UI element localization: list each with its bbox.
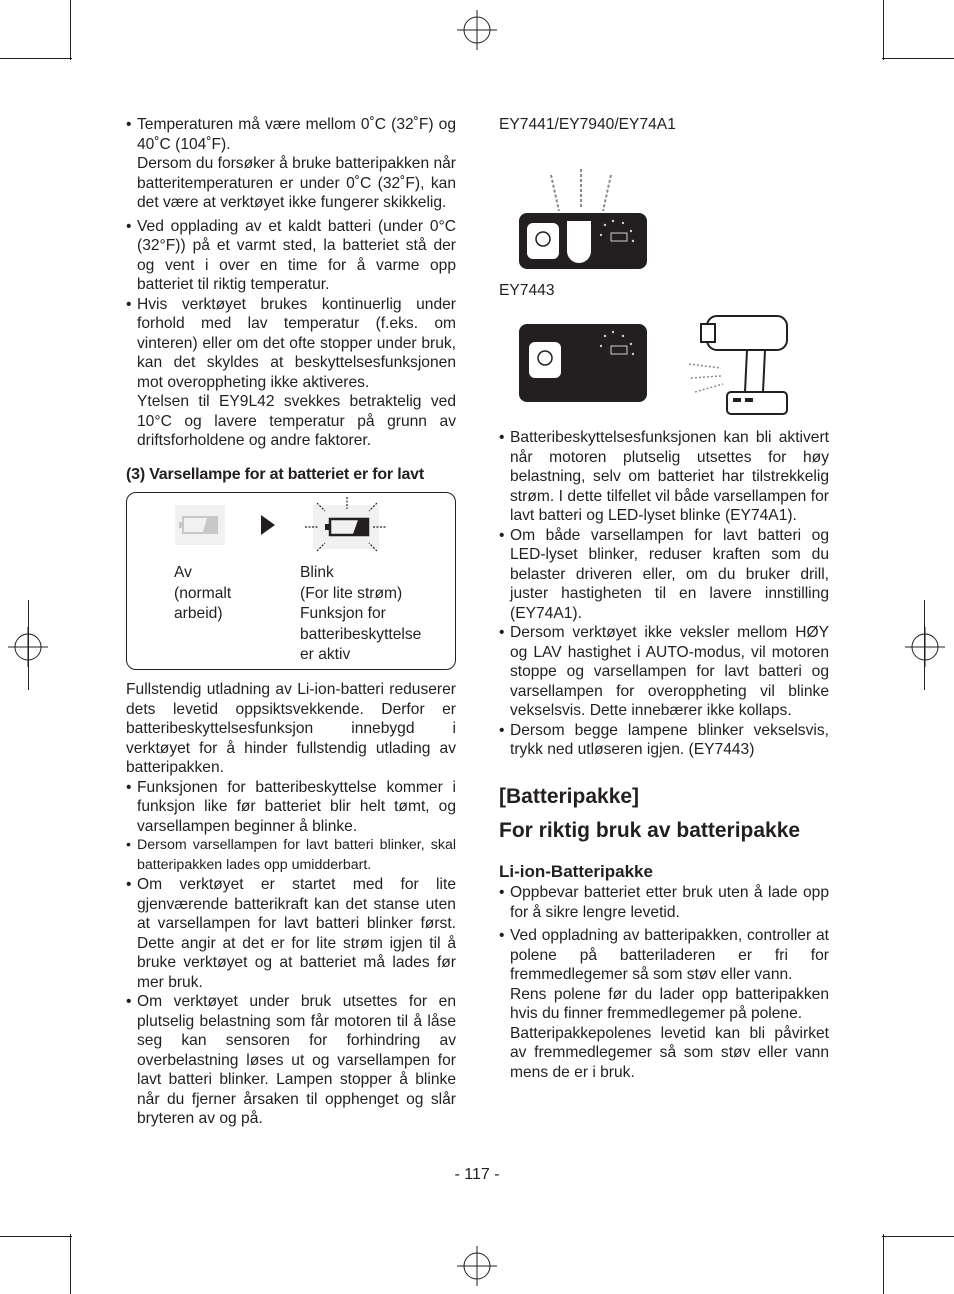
registration-target-icon <box>457 10 497 50</box>
subheading: Li-ion-Batteripakke <box>499 861 653 881</box>
list-item: • Dersom varsellampen for lavt batteri blinker, skal batteripakken lades opp umidderbart. <box>126 836 456 875</box>
section-heading: [Batteripakke] <box>499 784 640 808</box>
registration-target-icon <box>8 627 48 667</box>
section-heading: For riktig bruk av batteripakke <box>499 818 801 842</box>
list-item: • Ved oppladning av batteripakken, controller at polene på batteriladeren er fri for fremmedlegemer så som støv eller vann. Rens polene før du lader opp batteripakken hvis du finner fremmedlegemer på polene. Batteripakkepolenes levetid kan bli påvirket av fremmedlegemer så som støv eller vann mens de er i bruk. <box>499 926 829 1082</box>
crop-mark <box>882 1236 954 1237</box>
control-panel-2-icon <box>519 324 649 404</box>
registration-target-icon <box>457 1246 497 1286</box>
page-number: - 117 - <box>454 1166 500 1183</box>
left-column <box>126 115 456 1129</box>
right-column <box>499 115 829 1082</box>
label-blink: Blink (For lite strøm) Funksjon for batteribeskyttelse er aktiv <box>300 564 422 663</box>
list-item: • Om både varsellampen for lavt batteri og LED-lyset blinker, reduser kraften som du belaster driveren eller, om du bruker drill, juster hastigheten til en lavere innstilling (EY74A1). <box>499 526 829 624</box>
list-item: • Temperaturen må være mellom 0˚C (32˚F) og 40˚C (104˚F). Dersom du forsøker å bruke batteripakken når batteritemperaturen er under 0˚C (32˚F), kan det være at verktøyet ikke fungerer skikkelig. <box>126 115 456 213</box>
list-item: • Batteribeskyttelsesfunksjonen kan bli aktivert når motoren plutselig utsettes for høy belastning, selv om batteriet har tilstrekkelig strøm. I dette tilfellet vil både varsellampen for lavt batteri og LED-lyset blinke (EY74A1). <box>499 428 829 526</box>
list-item: • Dersom verktøyet ikke veksler mellom HØY og LAV hastighet i AUTO-modus, vil motoren stoppe og varsellampen for lavt batteri og varsellampen for overoppheting vil blinke vekselsvis. Dette innebærer ikke kollaps. <box>499 623 829 721</box>
list-item: • Hvis verktøyet brukes kontinuerlig under forhold med lav temperatur (f.eks. om vinteren) eller om det ofte stopper under bruk, kan det skyldes at beskyttelsesfunksjonen mot overoppheting ikke aktiveres. Ytelsen til EY9L42 svekkes betraktelig ved 10°C og lavere temperatur på grunn av driftsforholdene og andre faktorer. <box>126 295 456 451</box>
registration-target-icon <box>905 627 945 667</box>
list-item: • Oppbevar batteriet etter bruk uten å lade opp for å sikre lengre levetid. <box>499 883 829 922</box>
model-label: EY7443 <box>499 281 555 299</box>
crop-mark <box>882 58 954 59</box>
control-panel-2-figure <box>499 306 829 416</box>
battery-blink-icon <box>303 495 389 555</box>
crop-mark <box>883 1234 884 1294</box>
crop-mark <box>0 58 72 59</box>
label-off: Av (normalt arbeid) <box>174 564 232 622</box>
drill-icon <box>687 306 797 418</box>
model-label: EY7441/EY7940/EY74A1 <box>499 116 676 133</box>
list-item: • Om verktøyet under bruk utsettes for en plutselig belastning som får motoren til å låse seg kan sensoren for forhindring av overbelastning løses ut og varsellampen for lavt batteri blinker. Lampen stopper å blinke når du fjerner årsaken til opphenget og slår bryteren av og på. <box>126 992 456 1129</box>
list-item: • Om verktøyet er startet med for lite gjenværende batterikraft kan det stanse uten at varsellampen for lavt batteri blinker først. Dette angir at det er for lite strøm igjen til å bruke verktøyet og at batteriet må lades før mer bruk. <box>126 875 456 992</box>
arrow-right-icon <box>261 515 275 535</box>
battery-warning-figure <box>126 492 456 670</box>
list-item: • Dersom begge lampene blinker vekselsvis, trykk ned utløseren igjen. (EY7443) <box>499 721 829 760</box>
list-item: • Ved opplading av et kaldt batteri (under 0°C (32°F)) på et varmt sted, la batteriet stå der og vent i over en time for å varme opp batteriet til riktig temperatur. <box>126 217 456 295</box>
crop-mark <box>70 0 71 60</box>
paragraph: Fullstendig utladning av Li-ion-batteri reduserer dets levetid oppsiktsvekkende. Derfor er batteribeskyttelsesfunksjon innebygd i verktøyet for å hinder fullstendig utlading av batteripakken. <box>126 681 456 776</box>
crop-mark <box>0 1236 72 1237</box>
battery-off-icon <box>175 505 225 545</box>
control-panel-1-figure <box>519 141 659 271</box>
list-item: • Funksjonen for batteribeskyttelse kommer i funksjon like før batteriet blir helt tømt, og varsellampen beginner å blinke. <box>126 778 456 837</box>
crop-mark <box>70 1234 71 1294</box>
crop-mark <box>883 0 884 60</box>
section-heading: (3) Varsellampe for at batteriet er for lavt <box>126 465 424 483</box>
